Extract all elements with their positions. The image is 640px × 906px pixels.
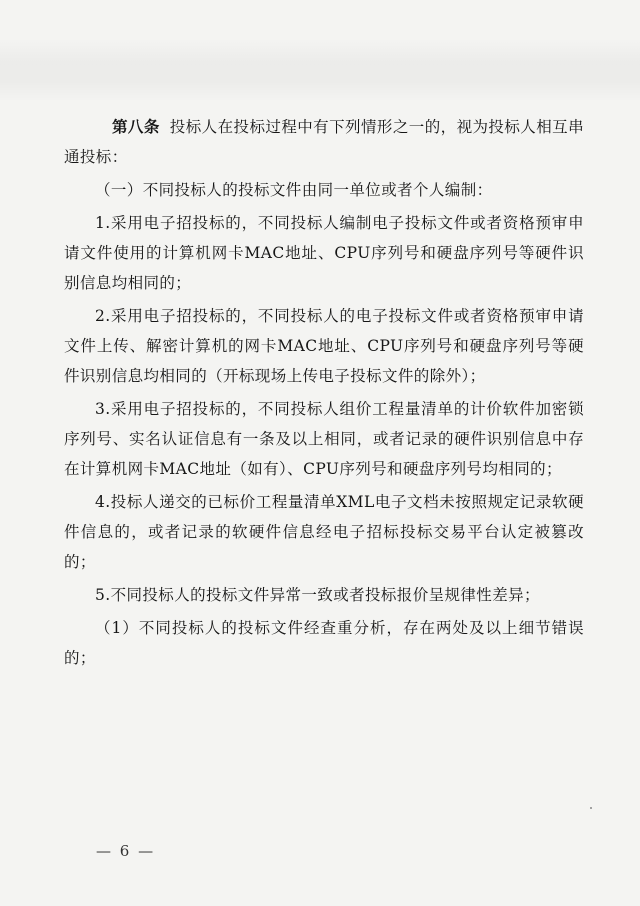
sub-clause-1: （1）不同投标人的投标文件经查重分析，存在两处及以上细节错误的； [64,619,584,667]
clause-item-4: 4.投标人递交的已标价工程量清单XML电子文档未按照规定记录软硬件信息的，或者记录的软硬件信息经电子招标投标交易平台认定被篡改的； [64,493,584,571]
page-number: — 6 — [96,842,156,860]
clause-item-3: 3.采用电子招投标的，不同投标人组价工程量清单的计价软件加密锁序列号、实名认证信息有一条及以上相同，或者记录的硬件识别信息中存在计算机网卡MAC地址（如有）、CPU序列号和硬盘序列号均相同的； [64,400,584,478]
article-number: 第八条 [112,117,160,136]
article-intro: 投标人在投标过程中有下列情形之一的，视为投标人相互串通投标： [64,118,584,166]
clause-item-5: 5.不同投标人的投标文件异常一致或者投标报价呈规律性差异； [95,586,540,604]
document-body [64,112,584,676]
clause-heading: （一）不同投标人的投标文件由同一单位或者个人编制： [95,181,493,199]
article-paragraph [64,112,584,172]
clause-item-1: 1.采用电子招投标的，不同投标人编制电子投标文件或者资格预审申请文件使用的计算机网卡MAC地址、CPU序列号和硬盘序列号等硬件识别信息均相同的； [64,214,584,292]
clause-item-2: 2.采用电子招投标的，不同投标人的电子投标文件或者资格预审申请文件上传、解密计算机的网卡MAC地址、CPU序列号和硬盘序列号等硬件识别信息均相同的（开标现场上传电子投标文件的除外）； [64,307,584,385]
scan-shading [0,38,640,102]
scan-speck [590,807,592,809]
